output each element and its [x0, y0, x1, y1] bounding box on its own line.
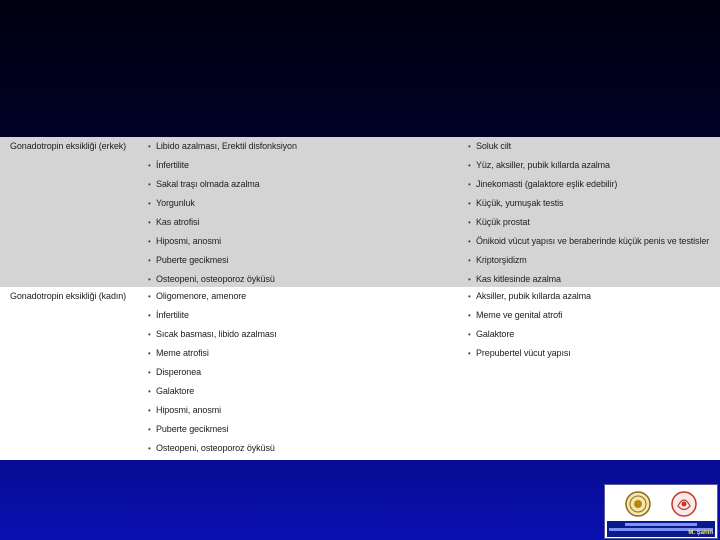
item-text: İnfertilite: [156, 160, 189, 170]
item-text: Prepubertel vücut yapısı: [476, 348, 571, 358]
bullet-icon: •: [148, 218, 151, 227]
logo-caption-line: [625, 523, 697, 526]
item-text: Hiposmi, anosmi: [156, 405, 222, 415]
bullet-icon: •: [148, 292, 151, 301]
list-item: [468, 306, 720, 325]
item-text: Hiposmi, anosmi: [156, 236, 222, 246]
bullet-icon: •: [148, 275, 151, 284]
list-item: [148, 439, 458, 458]
item-text: Galaktore: [476, 329, 515, 339]
list-item: [468, 175, 720, 194]
bullet-icon: •: [148, 406, 151, 415]
bullet-icon: •: [468, 349, 471, 358]
item-text: Galaktore: [156, 386, 195, 396]
bullet-icon: •: [468, 311, 471, 320]
male-row-label: Gonadotropin eksikliği (erkek): [10, 141, 127, 151]
bullet-icon: •: [468, 292, 471, 301]
bullet-icon: •: [148, 330, 151, 339]
list-item: [468, 287, 720, 306]
bullet-icon: •: [148, 311, 151, 320]
item-text: Puberte gecikmesi: [156, 424, 229, 434]
list-item: [148, 156, 458, 175]
list-item: [468, 251, 720, 270]
item-text: Soluk cilt: [476, 141, 512, 151]
list-item: [148, 344, 458, 363]
item-text: Küçük prostat: [476, 217, 530, 227]
female-column-a: [148, 287, 458, 458]
item-text: Disperonea: [156, 367, 202, 377]
item-text: İnfertilite: [156, 310, 189, 320]
item-text: Libido azalması, Erektil disfonksiyon: [156, 141, 297, 151]
bullet-icon: •: [468, 275, 471, 284]
list-item: [148, 401, 458, 420]
list-item: [468, 325, 720, 344]
item-text: Osteopeni, osteoporoz öyküsü: [156, 443, 275, 453]
section-male: [0, 137, 720, 287]
bullet-icon: •: [468, 256, 471, 265]
item-text: Sıcak basması, libido azalması: [156, 329, 277, 339]
list-item: [148, 213, 458, 232]
list-item: [468, 156, 720, 175]
bullet-icon: •: [148, 425, 151, 434]
logo-caption: [607, 521, 715, 537]
bullet-icon: •: [468, 199, 471, 208]
list-item: [468, 194, 720, 213]
list-item: [148, 175, 458, 194]
list-item: [148, 325, 458, 344]
bullet-icon: •: [468, 237, 471, 246]
list-item: [468, 213, 720, 232]
university-seal-icon: [625, 491, 651, 517]
list-item: [148, 251, 458, 270]
section-female: [0, 287, 720, 460]
bullet-icon: •: [148, 349, 151, 358]
item-text: Aksiller, pubik kıllarda azalma: [476, 291, 591, 301]
list-item: [148, 137, 458, 156]
bullet-icon: •: [148, 256, 151, 265]
item-text: Kas atrofisi: [156, 217, 200, 227]
list-item: [148, 232, 458, 251]
item-text: Yorgunluk: [156, 198, 195, 208]
item-text: Küçük, yumuşak testis: [476, 198, 564, 208]
female-row-label: Gonadotropin eksikliği (kadın): [10, 291, 127, 301]
list-item: [468, 137, 720, 156]
list-item: [148, 194, 458, 213]
list-item: [468, 344, 720, 363]
male-column-a: [148, 137, 458, 289]
list-item: [468, 232, 720, 251]
bullet-icon: •: [148, 237, 151, 246]
bullet-icon: •: [468, 142, 471, 151]
item-text: Osteopeni, osteoporoz öyküsü: [156, 274, 275, 284]
bullet-icon: •: [148, 180, 151, 189]
bullet-icon: •: [148, 387, 151, 396]
institution-logo: [604, 484, 718, 539]
item-text: Puberte gecikmesi: [156, 255, 229, 265]
bullet-icon: •: [468, 180, 471, 189]
list-item: [148, 382, 458, 401]
item-text: Kas kitlesinde azalma: [476, 274, 561, 284]
symptom-table: [0, 137, 720, 460]
bullet-icon: •: [468, 330, 471, 339]
item-text: Meme atrofisi: [156, 348, 209, 358]
bullet-icon: •: [148, 368, 151, 377]
logo-author: M. Şahin: [688, 530, 713, 536]
list-item: [148, 287, 458, 306]
item-text: Oligomenore, amenore: [156, 291, 247, 301]
list-item: [148, 306, 458, 325]
list-item: [148, 363, 458, 382]
bullet-icon: •: [468, 218, 471, 227]
bullet-icon: •: [148, 199, 151, 208]
item-text: Kriptorşidizm: [476, 255, 527, 265]
bullet-icon: •: [148, 142, 151, 151]
bullet-icon: •: [148, 161, 151, 170]
bullet-icon: •: [148, 444, 151, 453]
item-text: Önikoid vücut yapısı ve beraberinde küçük penis ve testisler: [476, 236, 710, 246]
female-column-b: [468, 287, 720, 363]
item-text: Yüz, aksiller, pubik kıllarda azalma: [476, 160, 610, 170]
male-column-b: [468, 137, 720, 289]
department-seal-icon: [671, 491, 697, 517]
item-text: Jinekomasti (galaktore eşlik edebilir): [476, 179, 618, 189]
item-text: Meme ve genital atrofi: [476, 310, 563, 320]
bullet-icon: •: [468, 161, 471, 170]
list-item: [148, 420, 458, 439]
item-text: Sakal traşı olmada azalma: [156, 179, 260, 189]
